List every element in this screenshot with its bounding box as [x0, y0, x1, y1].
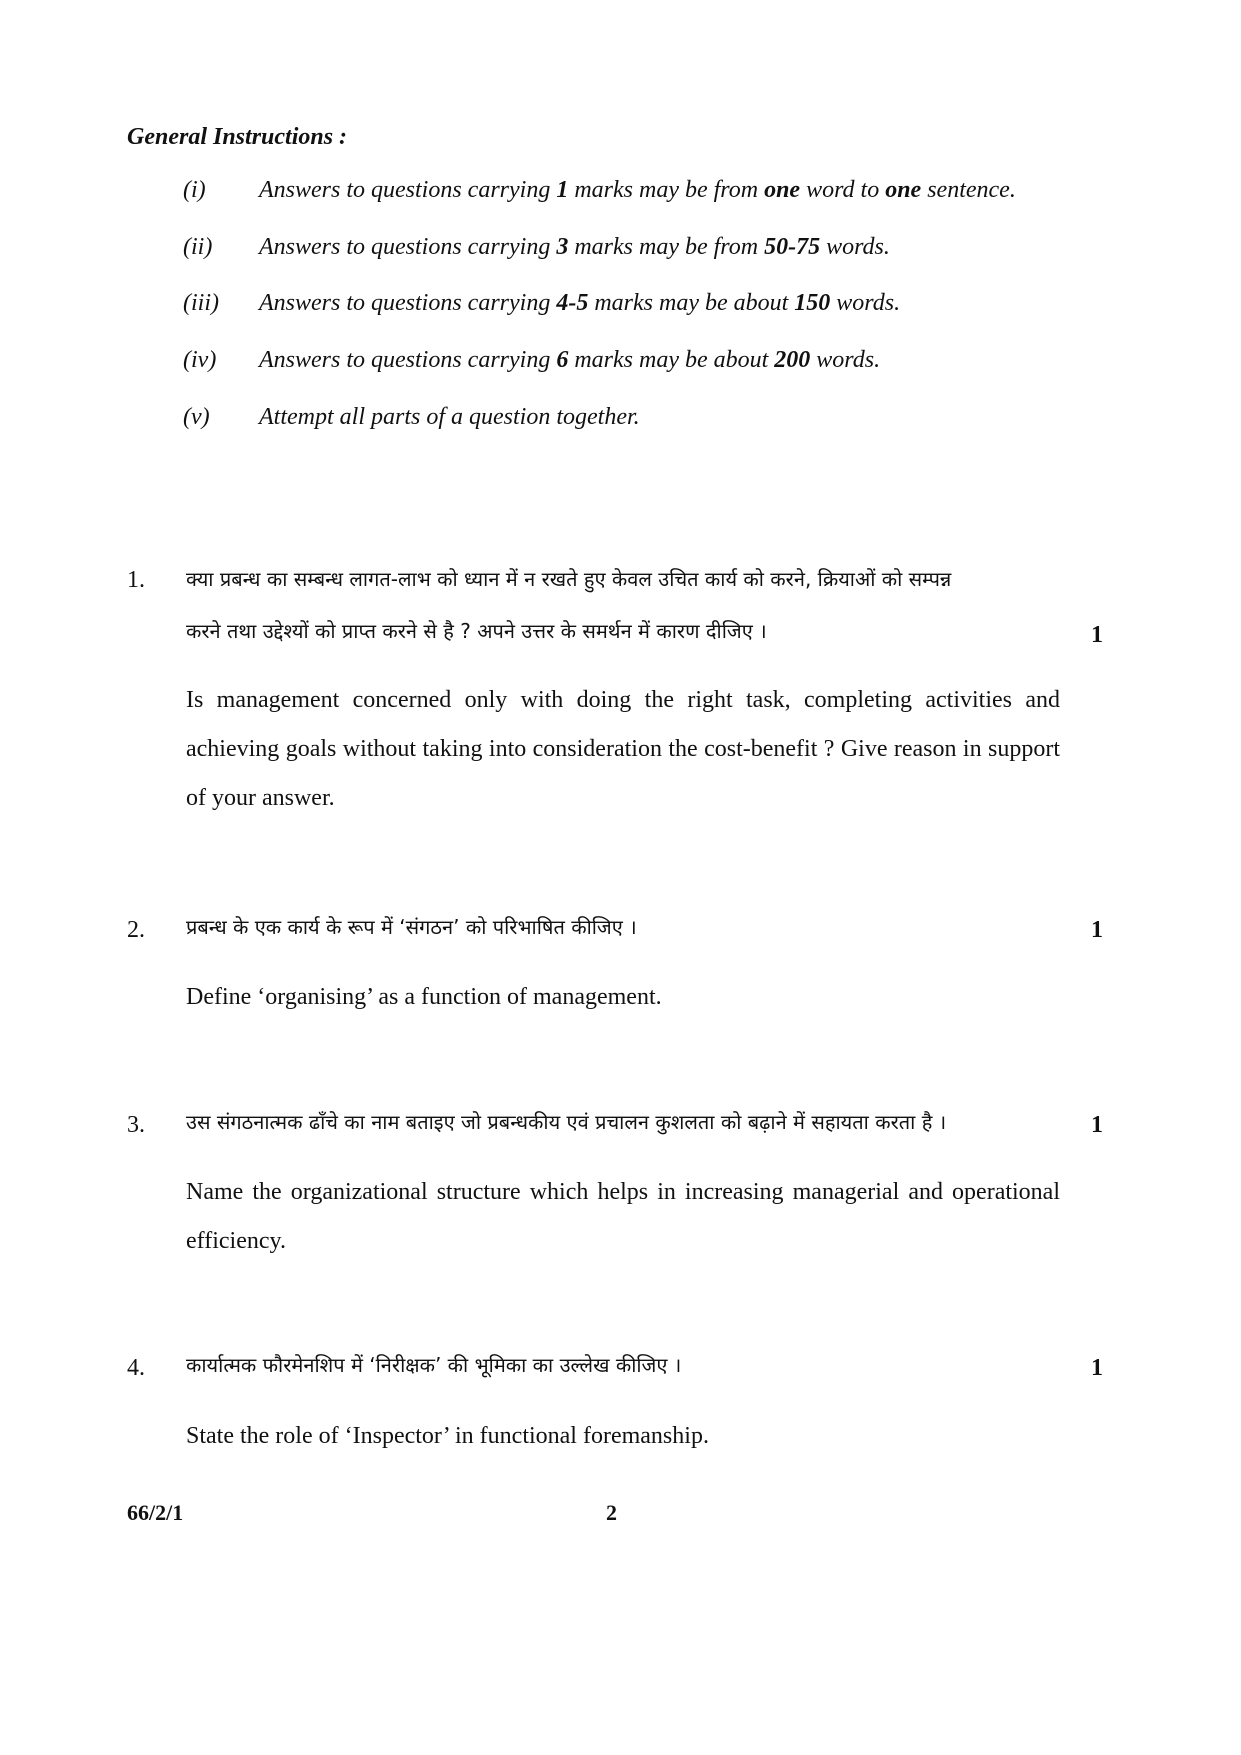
instruction-item: (iv) Answers to questions carrying 6 marks may be about 200 words.	[183, 347, 881, 373]
question-number: 3.	[127, 1112, 145, 1138]
question-english-text: State the role of ‘Inspector’ in functional foremanship.	[186, 1423, 709, 1449]
question-number: 2.	[127, 917, 145, 943]
question-english-text: Is management concerned only with doing the right task, completing activities and achieving goals without taking into consideration the cost-benefit ? Give reason in support of your answer.	[186, 687, 1060, 811]
paper-code: 66/2/1	[127, 1500, 184, 1525]
question-hindi-text: उस संगठनात्मक ढाँचे का नाम बताइए जो प्रबन्धकीय एवं प्रचालन कुशलता को बढ़ाने में सहायता करता है ।	[186, 1110, 947, 1134]
question-marks: 1	[1091, 917, 1103, 943]
question-number: 4.	[127, 1355, 145, 1381]
question-english-text: Define ‘organising’ as a function of management.	[186, 984, 662, 1010]
instruction-item: (i) Answers to questions carrying 1 marks may be from one word to one sentence.	[183, 177, 1016, 203]
question-marks: 1	[1091, 622, 1103, 648]
question-marks: 1	[1091, 1355, 1103, 1381]
question-marks: 1	[1091, 1112, 1103, 1138]
instructions-title: General Instructions :	[127, 124, 348, 150]
question-english-text: Name the organizational structure which helps in increasing managerial and operational efficiency.	[186, 1179, 1060, 1254]
instruction-item: (iii) Answers to questions carrying 4-5 marks may be about 150 words.	[183, 290, 901, 316]
instruction-item: (v) Attempt all parts of a question together.	[183, 404, 640, 430]
question-number: 1.	[127, 567, 145, 593]
question-hindi-text: प्रबन्ध के एक कार्य के रूप में ‘संगठन’ को परिभाषित कीजिए ।	[186, 915, 637, 939]
question-hindi-text: कार्यात्मक फौरमेनशिप में ‘निरीक्षक’ की भूमिका का उल्लेख कीजिए ।	[186, 1353, 682, 1377]
instruction-item: (ii) Answers to questions carrying 3 marks may be from 50-75 words.	[183, 234, 890, 260]
question-hindi-text: क्या प्रबन्ध का सम्बन्ध लागत-लाभ को ध्यान में न रखते हुए केवल उचित कार्य को करने, क्रियाओं को सम्पन्न करने तथा उद्देश्यों को प्राप्त करने से है ? अपने उत्तर के समर्थन में कारण दीजिए ।	[186, 567, 952, 643]
page-number: 2	[606, 1500, 617, 1525]
